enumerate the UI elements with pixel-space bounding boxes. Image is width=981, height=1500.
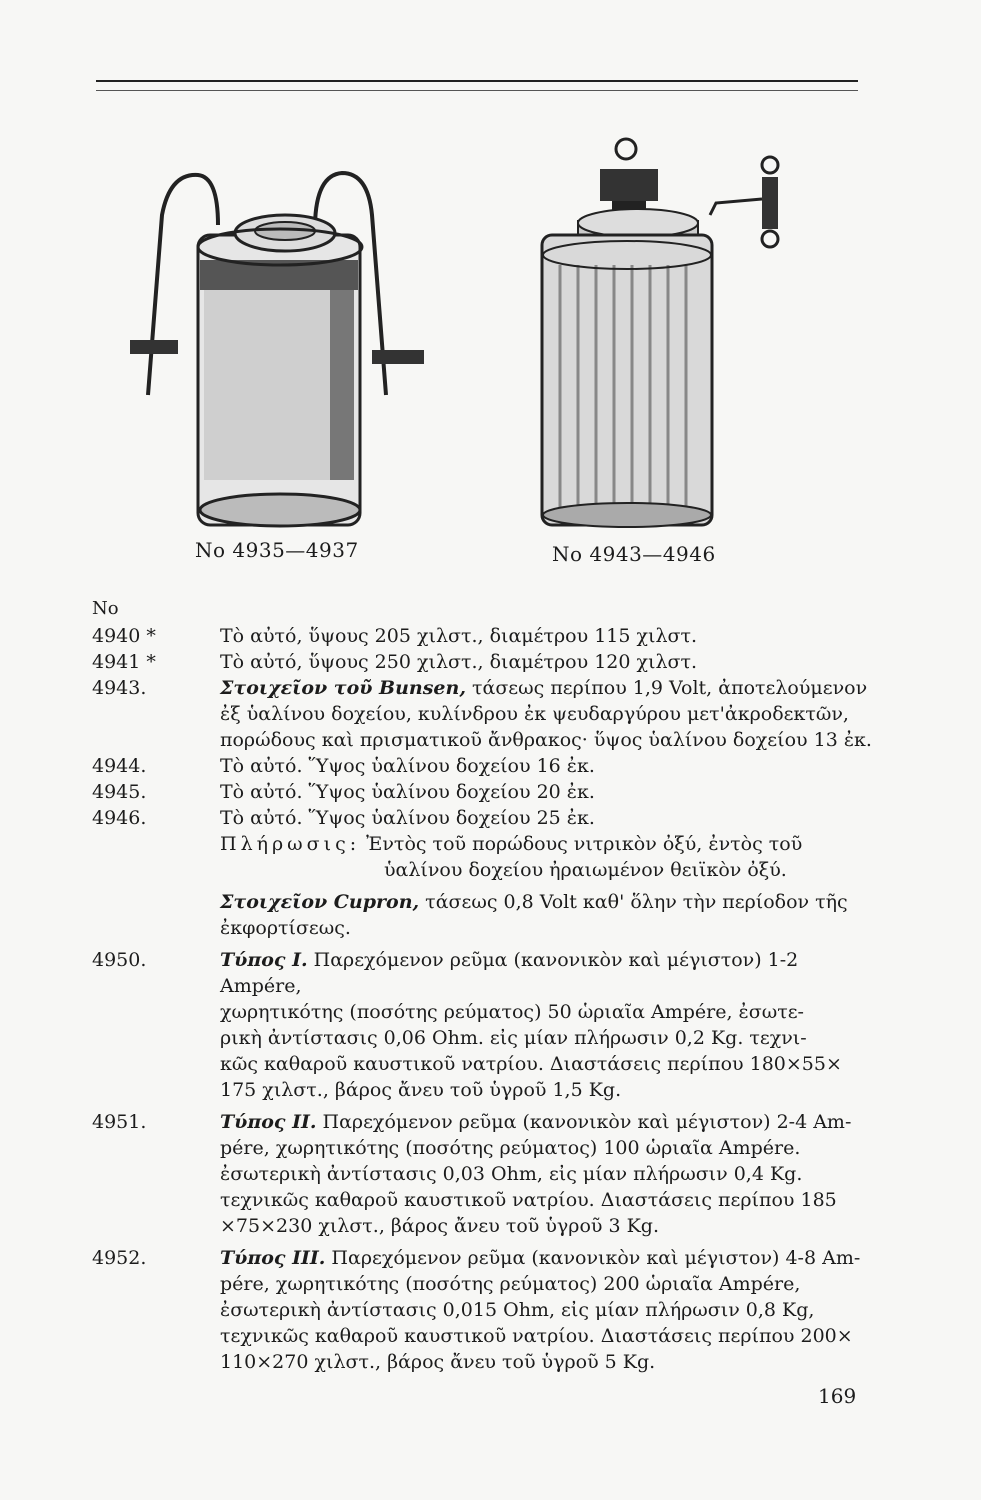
entry-number: 4943. bbox=[92, 677, 147, 699]
entry-text: Τὸ αὐτό, ὕψους 205 χιλστ., διαμέτρου 115 χιλστ. bbox=[220, 625, 698, 647]
entry-4940 bbox=[92, 623, 872, 649]
entry-number: 4944. bbox=[92, 755, 147, 777]
cupron-text: ἐκφορτίσεως. bbox=[220, 917, 351, 939]
figure-caption-left: No 4935—4937 bbox=[195, 538, 359, 562]
entry-text: Παρεχόμενον ρεῦμα (κανονικὸν καὶ μέγιστον) 4-8 Am- bbox=[325, 1247, 861, 1269]
entry-text: Τὸ αὐτό, ὕψους 250 χιλστ., διαμέτρου 120 χιλστ. bbox=[220, 651, 698, 673]
battery-cell-illustration-left bbox=[120, 165, 450, 545]
entry-text: τεχνικῶς καθαροῦ καυστικοῦ νατρίου. Διαστάσεις περίπου 185 bbox=[220, 1189, 837, 1211]
filling-text: Ἐντὸς τοῦ πορώδους νιτρικὸν ὀξύ, ἐντὸς τοῦ bbox=[366, 833, 803, 855]
entry-number: 4940 * bbox=[92, 625, 156, 647]
entry-text: Τὸ αὐτό. Ὕψος ὑαλίνου δοχείου 25 ἐκ. bbox=[220, 807, 595, 829]
top-rule bbox=[96, 80, 858, 82]
entry-4944 bbox=[92, 753, 872, 779]
cupron-text: τάσεως 0,8 Volt καθ' ὅλην τὴν περίοδον τῆς bbox=[419, 891, 848, 913]
entry-4941 bbox=[92, 649, 872, 675]
entry-number: 4941 * bbox=[92, 651, 156, 673]
cupron-title: Στοιχεῖον Cupron, bbox=[220, 891, 420, 913]
cupron-heading bbox=[92, 889, 872, 941]
entry-title: Στοιχεῖον τοῦ Bunsen, bbox=[220, 677, 466, 699]
filling-text: ὑαλίνου δοχείου ἠραιωμένον θειϊκὸν ὀξύ. bbox=[384, 859, 787, 881]
entry-4946 bbox=[92, 805, 872, 831]
entry-text: ἐσωτερικὴ ἀντίστασις 0,015 Ohm, εἰς μίαν πλήρωσιν 0,8 Kg, bbox=[220, 1299, 815, 1321]
filling-note bbox=[92, 831, 872, 883]
entry-text: Τὸ αὐτό. Ὕψος ὑαλίνου δοχείου 16 ἐκ. bbox=[220, 755, 595, 777]
entry-text: τεχνικῶς καθαροῦ καυστικοῦ νατρίου. Διαστάσεις περίπου 200× bbox=[220, 1325, 853, 1347]
entry-text: ×75×230 χιλστ., βάρος ἄνευ τοῦ ὑγροῦ 3 Kg. bbox=[220, 1215, 660, 1237]
entry-number: 4945. bbox=[92, 781, 147, 803]
entry-text: κῶς καθαροῦ καυστικοῦ νατρίου. Διαστάσεις περίπου 180×55× bbox=[220, 1053, 842, 1075]
entry-4952 bbox=[92, 1245, 872, 1375]
number-column-header: No bbox=[92, 598, 119, 619]
entry-text: Τὸ αὐτό. Ὕψος ὑαλίνου δοχείου 20 ἐκ. bbox=[220, 781, 595, 803]
entry-title: Τύπος II. bbox=[220, 1111, 317, 1133]
entry-text: 175 χιλστ., βάρος ἄνευ τοῦ ὑγροῦ 1,5 Kg. bbox=[220, 1079, 622, 1101]
entry-4943 bbox=[92, 675, 872, 753]
battery-cell-illustration-right bbox=[530, 135, 840, 535]
entry-number: 4946. bbox=[92, 807, 147, 829]
entry-text: pére, χωρητικότης (ποσότης ρεύματος) 100 ὡριαῖα Ampére. bbox=[220, 1137, 801, 1159]
entry-text: πορώδους καὶ πρισματικοῦ ἄνθρακος· ὕψος ὑαλίνου δοχείου 13 ἐκ. bbox=[220, 729, 872, 751]
entry-text: ρικὴ ἀντίστασις 0,06 Ohm. εἰς μίαν πλήρωσιν 0,2 Kg. τεχνι- bbox=[220, 1027, 807, 1049]
entry-number: 4951. bbox=[92, 1111, 147, 1133]
figure-caption-right: No 4943—4946 bbox=[552, 542, 716, 566]
catalog-entries bbox=[92, 598, 872, 1375]
entry-4945 bbox=[92, 779, 872, 805]
entry-text: 110×270 χιλστ., βάρος ἄνευ τοῦ ὑγροῦ 5 Kg. bbox=[220, 1351, 656, 1373]
entry-text: χωρητικότης (ποσότης ρεύματος) 50 ὡριαῖα Ampére, ἐσωτε- bbox=[220, 1001, 804, 1023]
entry-text: τάσεως περίπου 1,9 Volt, ἀποτελούμενον bbox=[465, 677, 868, 699]
page-number: 169 bbox=[818, 1384, 857, 1408]
entry-text: Παρεχόμενον ρεῦμα (κανονικὸν καὶ μέγιστον) 2-4 Am- bbox=[316, 1111, 852, 1133]
entry-text: ἐσωτερικὴ ἀντίστασις 0,03 Ohm, εἰς μίαν πλήρωσιν 0,4 Kg. bbox=[220, 1163, 803, 1185]
entry-text: Παρεχόμενον ρεῦμα (κανονικὸν καὶ μέγιστον) 1-2 Ampére, bbox=[220, 949, 799, 997]
entry-number: 4950. bbox=[92, 949, 147, 971]
entry-4951 bbox=[92, 1109, 872, 1239]
entry-title: Τύπος III. bbox=[220, 1247, 326, 1269]
entry-number: 4952. bbox=[92, 1247, 147, 1269]
top-rule-thin bbox=[96, 90, 858, 91]
entry-4950 bbox=[92, 947, 872, 1103]
entry-text: ἐξ ὑαλίνου δοχείου, κυλίνδρου ἐκ ψευδαργύρου μετ'ἀκροδεκτῶν, bbox=[220, 703, 849, 725]
entry-title: Τύπος I. bbox=[220, 949, 308, 971]
filling-label: Πλήρωσις: bbox=[220, 833, 361, 855]
entry-text: pére, χωρητικότης (ποσότης ρεύματος) 200 ὡριαῖα Ampére, bbox=[220, 1273, 801, 1295]
